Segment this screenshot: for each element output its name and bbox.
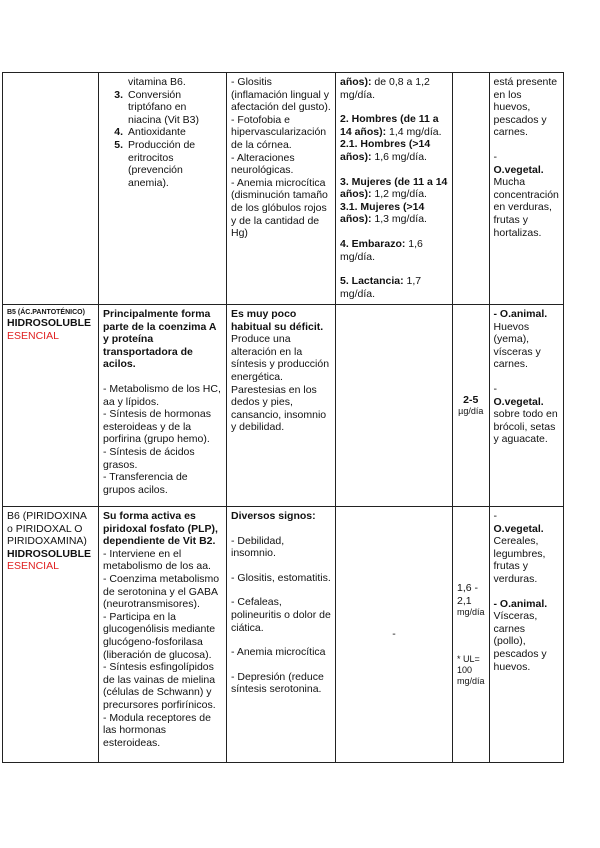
deficit-cell: - Glositis (inflamación lingual y afectación del gusto). - Fotofobia e hipervascularización de la córnea. - Alteraciones neurológicas. - Anemia microcítica (disminución tamaño de los glóbulos rojos y de la cantidad de Hg) [227, 73, 336, 305]
table-row [3, 507, 564, 763]
essential-label: ESENCIAL [7, 329, 59, 342]
vitamin-name-cell [3, 73, 99, 305]
vitamin-name: B5 (ÁC.PANTOTÉNICO) [7, 309, 85, 316]
requirements-cell [336, 305, 453, 507]
dose-cell [453, 73, 490, 305]
vitamin-name: B6 (PIRIDOXINA o PIRIDOXAL O PIRIDOXAMINA) [7, 510, 87, 548]
requirements-cell: - [336, 507, 453, 763]
deficit-cell: Es muy poco habitual su déficit. Produce una alteración en la síntesis y producción energética. Parestesias en los dedos y pies, cansancio, insomnio y debilidad. [227, 305, 336, 507]
vitamin-table [2, 72, 564, 763]
sources-cell: - O.vegetal. Cereales, legumbres, frutas y verduras. - O.animal. Vísceras, carnes (pollo), pescados y huevos. [489, 507, 563, 763]
vitamin-name-cell [3, 305, 99, 507]
dose-cell: 1,6 - 2,1 mg/día * UL= 100 mg/día [453, 507, 490, 763]
functions-cell: Principalmente forma parte de la coenzima A y proteína transportadora de acilos. - Metabolismo de los HC, aa y lípidos. - Síntesis de hormonas esteroideas y de la porfirina (grupo hemo). - Síntesis de ácidos grasos. - Transferencia de grupos acilos. [99, 305, 227, 507]
sources-cell: - O.animal. Huevos (yema), vísceras y carnes. - O.vegetal. sobre todo en brócoli, setas y aguacate. [489, 305, 563, 507]
vitamin-name-cell [3, 507, 99, 763]
requirements-cell: años): de 0,8 a 1,2 mg/día. 2. Hombres (de 11 a 14 años): 1,4 mg/día. 2.1. Hombres (>14 años): 1,6 mg/día. 3. Mujeres (de 11 a 14 años): 1,2 mg/día. 3.1. Mujeres (>14 años): 1,3 mg/día. 4. Embarazo: 1,6 mg/día. 5. Lactancia: 1,7 mg/día. [336, 73, 453, 305]
functions-cell: vitamina B6. 3. Conversión triptófano en niacina (Vit B3) 4. Antioxidante 5. Producción de eritrocitos (prevención anemia). [99, 73, 227, 305]
table-row [3, 305, 564, 507]
sources-cell: está presente en los huevos, pescados y carnes. - O.vegetal. Mucha concentración en verduras, frutas y hortalizas. [489, 73, 563, 305]
functions-cell: Su forma activa es piridoxal fosfato (PLP), dependiente de Vit B2. - Interviene en el metabolismo de los aa. - Coenzima metabolismo de serotonina y el GABA (neurotransmisores). - Participa en la glucogenólisis mediante glucógeno-fosforilasa (liberación de glucosa). - Síntesis esfingolípidos de las vainas de mielina (células de Schwann) y precursores porfirínicos. - Modula receptores de las hormonas esteroideas. [99, 507, 227, 763]
deficit-cell: Diversos signos: - Debilidad, insomnio. - Glositis, estomatitis. - Cefaleas, polineuritis o dolor de ciática. - Anemia microcítica - Depresión (reduce síntesis serotonina. [227, 507, 336, 763]
dose-cell: 2-5 µg/día [453, 305, 490, 507]
essential-label: ESENCIAL [7, 560, 59, 573]
table-row [3, 73, 564, 305]
vitamin-type: HIDROSOLUBLE [7, 317, 91, 329]
vitamin-type: HIDROSOLUBLE [7, 547, 91, 560]
